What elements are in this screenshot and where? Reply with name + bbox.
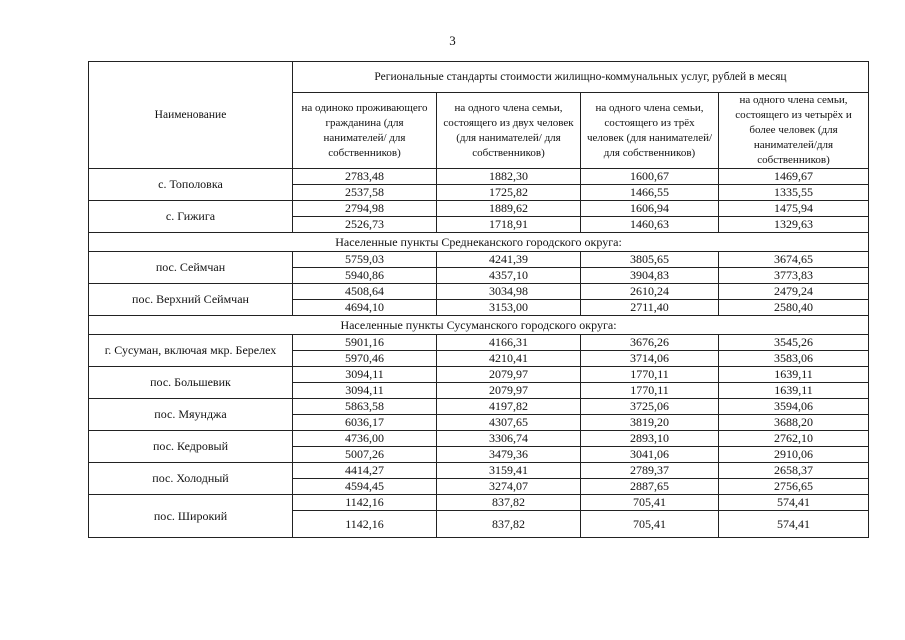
value-cell-two-person: 837,82: [437, 511, 581, 538]
value-cell-three-person: 3805,65: [581, 252, 719, 268]
value-cell-single: 6036,17: [293, 415, 437, 431]
value-cell-two-person: 837,82: [437, 495, 581, 511]
value-cell-single: 2783,48: [293, 169, 437, 185]
table-row: [89, 201, 869, 217]
column-header-single: на одиноко проживающего гражданина (для нанимателей/ для собственников): [293, 93, 437, 169]
value-cell-single: 5901,16: [293, 335, 437, 351]
place-name: пос. Сеймчан: [89, 252, 293, 284]
table-row: [89, 495, 869, 511]
value-cell-four-plus: 574,41: [719, 495, 869, 511]
value-cell-two-person: 3274,07: [437, 479, 581, 495]
column-header-four-plus: на одного члена семьи, состоящего из четырёх и более человек (для нанимателей/для собственников): [719, 93, 869, 169]
place-name: пос. Кедровый: [89, 431, 293, 463]
value-cell-two-person: 3306,74: [437, 431, 581, 447]
value-cell-four-plus: 2658,37: [719, 463, 869, 479]
value-cell-three-person: 3725,06: [581, 399, 719, 415]
value-cell-three-person: 3676,26: [581, 335, 719, 351]
value-cell-two-person: 3159,41: [437, 463, 581, 479]
value-cell-two-person: 1882,30: [437, 169, 581, 185]
value-cell-two-person: 4210,41: [437, 351, 581, 367]
table-row: [89, 284, 869, 300]
value-cell-two-person: 4357,10: [437, 268, 581, 284]
value-cell-single: 5759,03: [293, 252, 437, 268]
value-cell-four-plus: 2756,65: [719, 479, 869, 495]
value-cell-single: 5863,58: [293, 399, 437, 415]
value-cell-single: 5007,26: [293, 447, 437, 463]
value-cell-four-plus: 1639,11: [719, 383, 869, 399]
value-cell-three-person: 1770,11: [581, 383, 719, 399]
value-cell-two-person: 4241,39: [437, 252, 581, 268]
value-cell-two-person: 3153,00: [437, 300, 581, 316]
value-cell-three-person: 1460,63: [581, 217, 719, 233]
value-cell-four-plus: 1475,94: [719, 201, 869, 217]
value-cell-four-plus: 3594,06: [719, 399, 869, 415]
value-cell-four-plus: 3545,26: [719, 335, 869, 351]
value-cell-single: 4694,10: [293, 300, 437, 316]
value-cell-three-person: 2711,40: [581, 300, 719, 316]
value-cell-three-person: 2893,10: [581, 431, 719, 447]
value-cell-two-person: 4166,31: [437, 335, 581, 351]
value-cell-four-plus: 3674,65: [719, 252, 869, 268]
value-cell-four-plus: 2580,40: [719, 300, 869, 316]
table-row: [89, 335, 869, 351]
table-row: [89, 399, 869, 415]
place-name: пос. Холодный: [89, 463, 293, 495]
section-title: Населенные пункты Сусуманского городского округа:: [89, 316, 869, 335]
housing-cost-table: [88, 61, 869, 538]
value-cell-single: 2526,73: [293, 217, 437, 233]
value-cell-two-person: 3034,98: [437, 284, 581, 300]
value-cell-four-plus: 1335,55: [719, 185, 869, 201]
value-cell-two-person: 1889,62: [437, 201, 581, 217]
value-cell-three-person: 3714,06: [581, 351, 719, 367]
value-cell-single: 1142,16: [293, 495, 437, 511]
value-cell-single: 5940,86: [293, 268, 437, 284]
table-body: [89, 169, 869, 538]
value-cell-single: 4508,64: [293, 284, 437, 300]
table-row: [89, 367, 869, 383]
value-cell-single: 2537,58: [293, 185, 437, 201]
place-name: г. Сусуман, включая мкр. Берелех: [89, 335, 293, 367]
value-cell-single: 1142,16: [293, 511, 437, 538]
value-cell-three-person: 1466,55: [581, 185, 719, 201]
value-cell-three-person: 705,41: [581, 511, 719, 538]
section-row: [89, 233, 869, 252]
column-header-two-person: на одного члена семьи, состоящего из двух человек (для нанимателей/ для собственников): [437, 93, 581, 169]
value-cell-two-person: 1718,91: [437, 217, 581, 233]
place-name: пос. Большевик: [89, 367, 293, 399]
table-row: [89, 169, 869, 185]
place-name: пос. Верхний Сеймчан: [89, 284, 293, 316]
value-cell-single: 4736,00: [293, 431, 437, 447]
table-row: [89, 252, 869, 268]
value-cell-two-person: 4307,65: [437, 415, 581, 431]
value-cell-four-plus: 1639,11: [719, 367, 869, 383]
value-cell-two-person: 1725,82: [437, 185, 581, 201]
value-cell-single: 3094,11: [293, 383, 437, 399]
name-column-header: Наименование: [89, 62, 293, 169]
value-cell-three-person: 2789,37: [581, 463, 719, 479]
value-cell-three-person: 705,41: [581, 495, 719, 511]
value-cell-three-person: 2887,65: [581, 479, 719, 495]
value-cell-three-person: 1770,11: [581, 367, 719, 383]
value-cell-four-plus: 1329,63: [719, 217, 869, 233]
value-cell-three-person: 1600,67: [581, 169, 719, 185]
place-name: пос. Мяунджа: [89, 399, 293, 431]
place-name: с. Гижига: [89, 201, 293, 233]
value-cell-three-person: 3819,20: [581, 415, 719, 431]
table-row: [89, 463, 869, 479]
value-cell-two-person: 2079,97: [437, 367, 581, 383]
value-cell-single: 3094,11: [293, 367, 437, 383]
place-name: с. Тополовка: [89, 169, 293, 201]
value-cell-four-plus: 1469,67: [719, 169, 869, 185]
section-title: Населенные пункты Среднеканского городского округа:: [89, 233, 869, 252]
section-row: [89, 316, 869, 335]
value-cell-two-person: 4197,82: [437, 399, 581, 415]
main-header: Региональные стандарты стоимости жилищно-коммунальных услуг, рублей в месяц: [293, 62, 869, 93]
value-cell-four-plus: 574,41: [719, 511, 869, 538]
value-cell-four-plus: 2762,10: [719, 431, 869, 447]
value-cell-single: 4414,27: [293, 463, 437, 479]
column-header-three-person: на одного члена семьи, состоящего из трёх человек (для нанимателей/для собственников): [581, 93, 719, 169]
place-name: пос. Широкий: [89, 495, 293, 538]
value-cell-three-person: 2610,24: [581, 284, 719, 300]
value-cell-four-plus: 3583,06: [719, 351, 869, 367]
value-cell-single: 4594,45: [293, 479, 437, 495]
value-cell-three-person: 1606,94: [581, 201, 719, 217]
value-cell-three-person: 3904,83: [581, 268, 719, 284]
value-cell-four-plus: 3773,83: [719, 268, 869, 284]
value-cell-four-plus: 2910,06: [719, 447, 869, 463]
table-row: [89, 431, 869, 447]
value-cell-single: 5970,46: [293, 351, 437, 367]
value-cell-two-person: 2079,97: [437, 383, 581, 399]
value-cell-single: 2794,98: [293, 201, 437, 217]
page-number: 3: [449, 33, 456, 48]
value-cell-four-plus: 3688,20: [719, 415, 869, 431]
value-cell-two-person: 3479,36: [437, 447, 581, 463]
value-cell-three-person: 3041,06: [581, 447, 719, 463]
value-cell-four-plus: 2479,24: [719, 284, 869, 300]
